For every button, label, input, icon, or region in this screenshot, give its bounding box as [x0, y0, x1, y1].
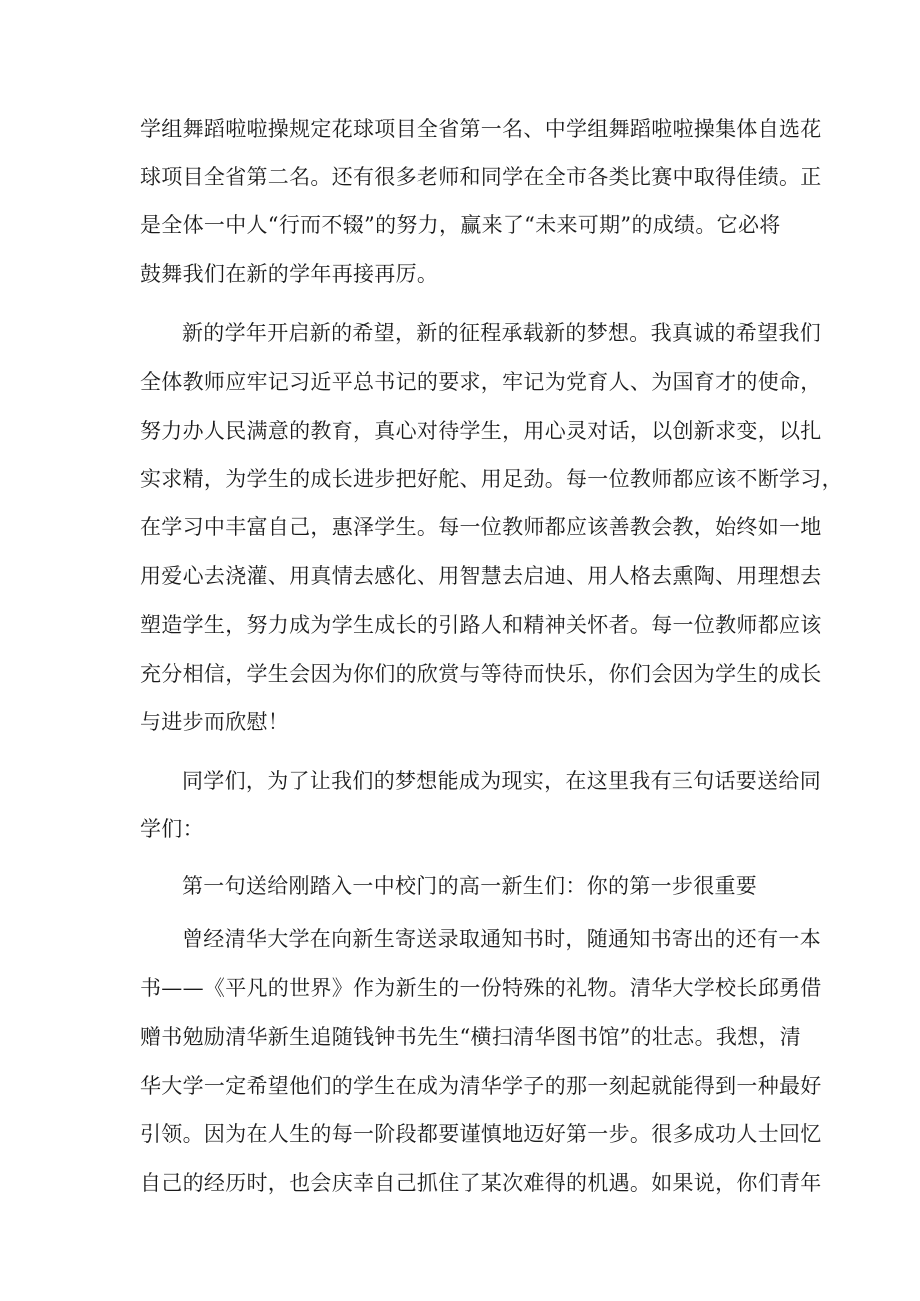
- text-line: 书——《平凡的世界》作为新生的一份特殊的礼物。清华大学校长邱勇借: [140, 976, 822, 1000]
- text-line: 在学习中丰富自己，惠泽学生。每一位教师都应该善教会教，始终如一地: [140, 515, 822, 539]
- paragraph-first-line: 同学们，为了让我们的梦想能成为现实，在这里我有三句话要送给同: [182, 769, 821, 793]
- text-line: 鼓舞我们在新的学年再接再厉。: [140, 262, 439, 286]
- text-line: 与进步而欣慰！: [140, 710, 290, 734]
- text-line: 全体教师应牢记习近平总书记的要求，牢记为党育人、为国育才的使命，: [140, 370, 822, 394]
- paragraph-first-line: 新的学年开启新的希望，新的征程承载新的梦想。我真诚的希望我们: [182, 321, 821, 345]
- text-line: 赠书勉励清华新生追随钱钟书先生“横扫清华图书馆”的壮志。我想，清: [140, 1025, 802, 1049]
- text-line: 充分相信，学生会因为你们的欣赏与等待而快乐，你们会因为学生的成长: [140, 662, 822, 686]
- text-line: 是全体一中人“行而不辍”的努力，赢来了“未来可期”的成绩。它必将: [140, 213, 781, 237]
- paragraph-first-line: 曾经清华大学在向新生寄送录取通知书时，随通知书寄出的还有一本: [182, 927, 821, 951]
- text-line: 用爱心去浇灌、用真情去感化、用智慧去启迪、用人格去熏陶、用理想去: [140, 564, 822, 588]
- text-line: 华大学一定希望他们的学生在成为清华学子的那一刻起就能得到一种最好: [140, 1074, 822, 1098]
- text-line: 学们：: [140, 817, 204, 841]
- text-line: 实求精，为学生的成长进步把好舵、用足劲。每一位教师都应该不断学习，: [140, 467, 843, 491]
- section-heading: 第一句送给刚踏入一中校门的高一新生们：你的第一步很重要: [182, 874, 758, 898]
- text-line: 努力办人民满意的教育，真心对待学生，用心灵对话，以创新求变，以扎: [140, 419, 822, 443]
- text-line: 球项目全省第二名。还有很多老师和同学在全市各类比赛中取得佳绩。正: [140, 165, 822, 189]
- text-line: 学组舞蹈啦啦操规定花球项目全省第一名、中学组舞蹈啦啦操集体自选花: [140, 117, 822, 141]
- text-line: 自己的经历时，也会庆幸自己抓住了某次难得的机遇。如果说，你们青年: [140, 1171, 822, 1195]
- text-line: 塑造学生，努力成为学生成长的引路人和精神关怀者。每一位教师都应该: [140, 613, 822, 637]
- text-line: 引领。因为在人生的每一阶段都要谨慎地迈好第一步。很多成功人士回忆: [140, 1122, 822, 1146]
